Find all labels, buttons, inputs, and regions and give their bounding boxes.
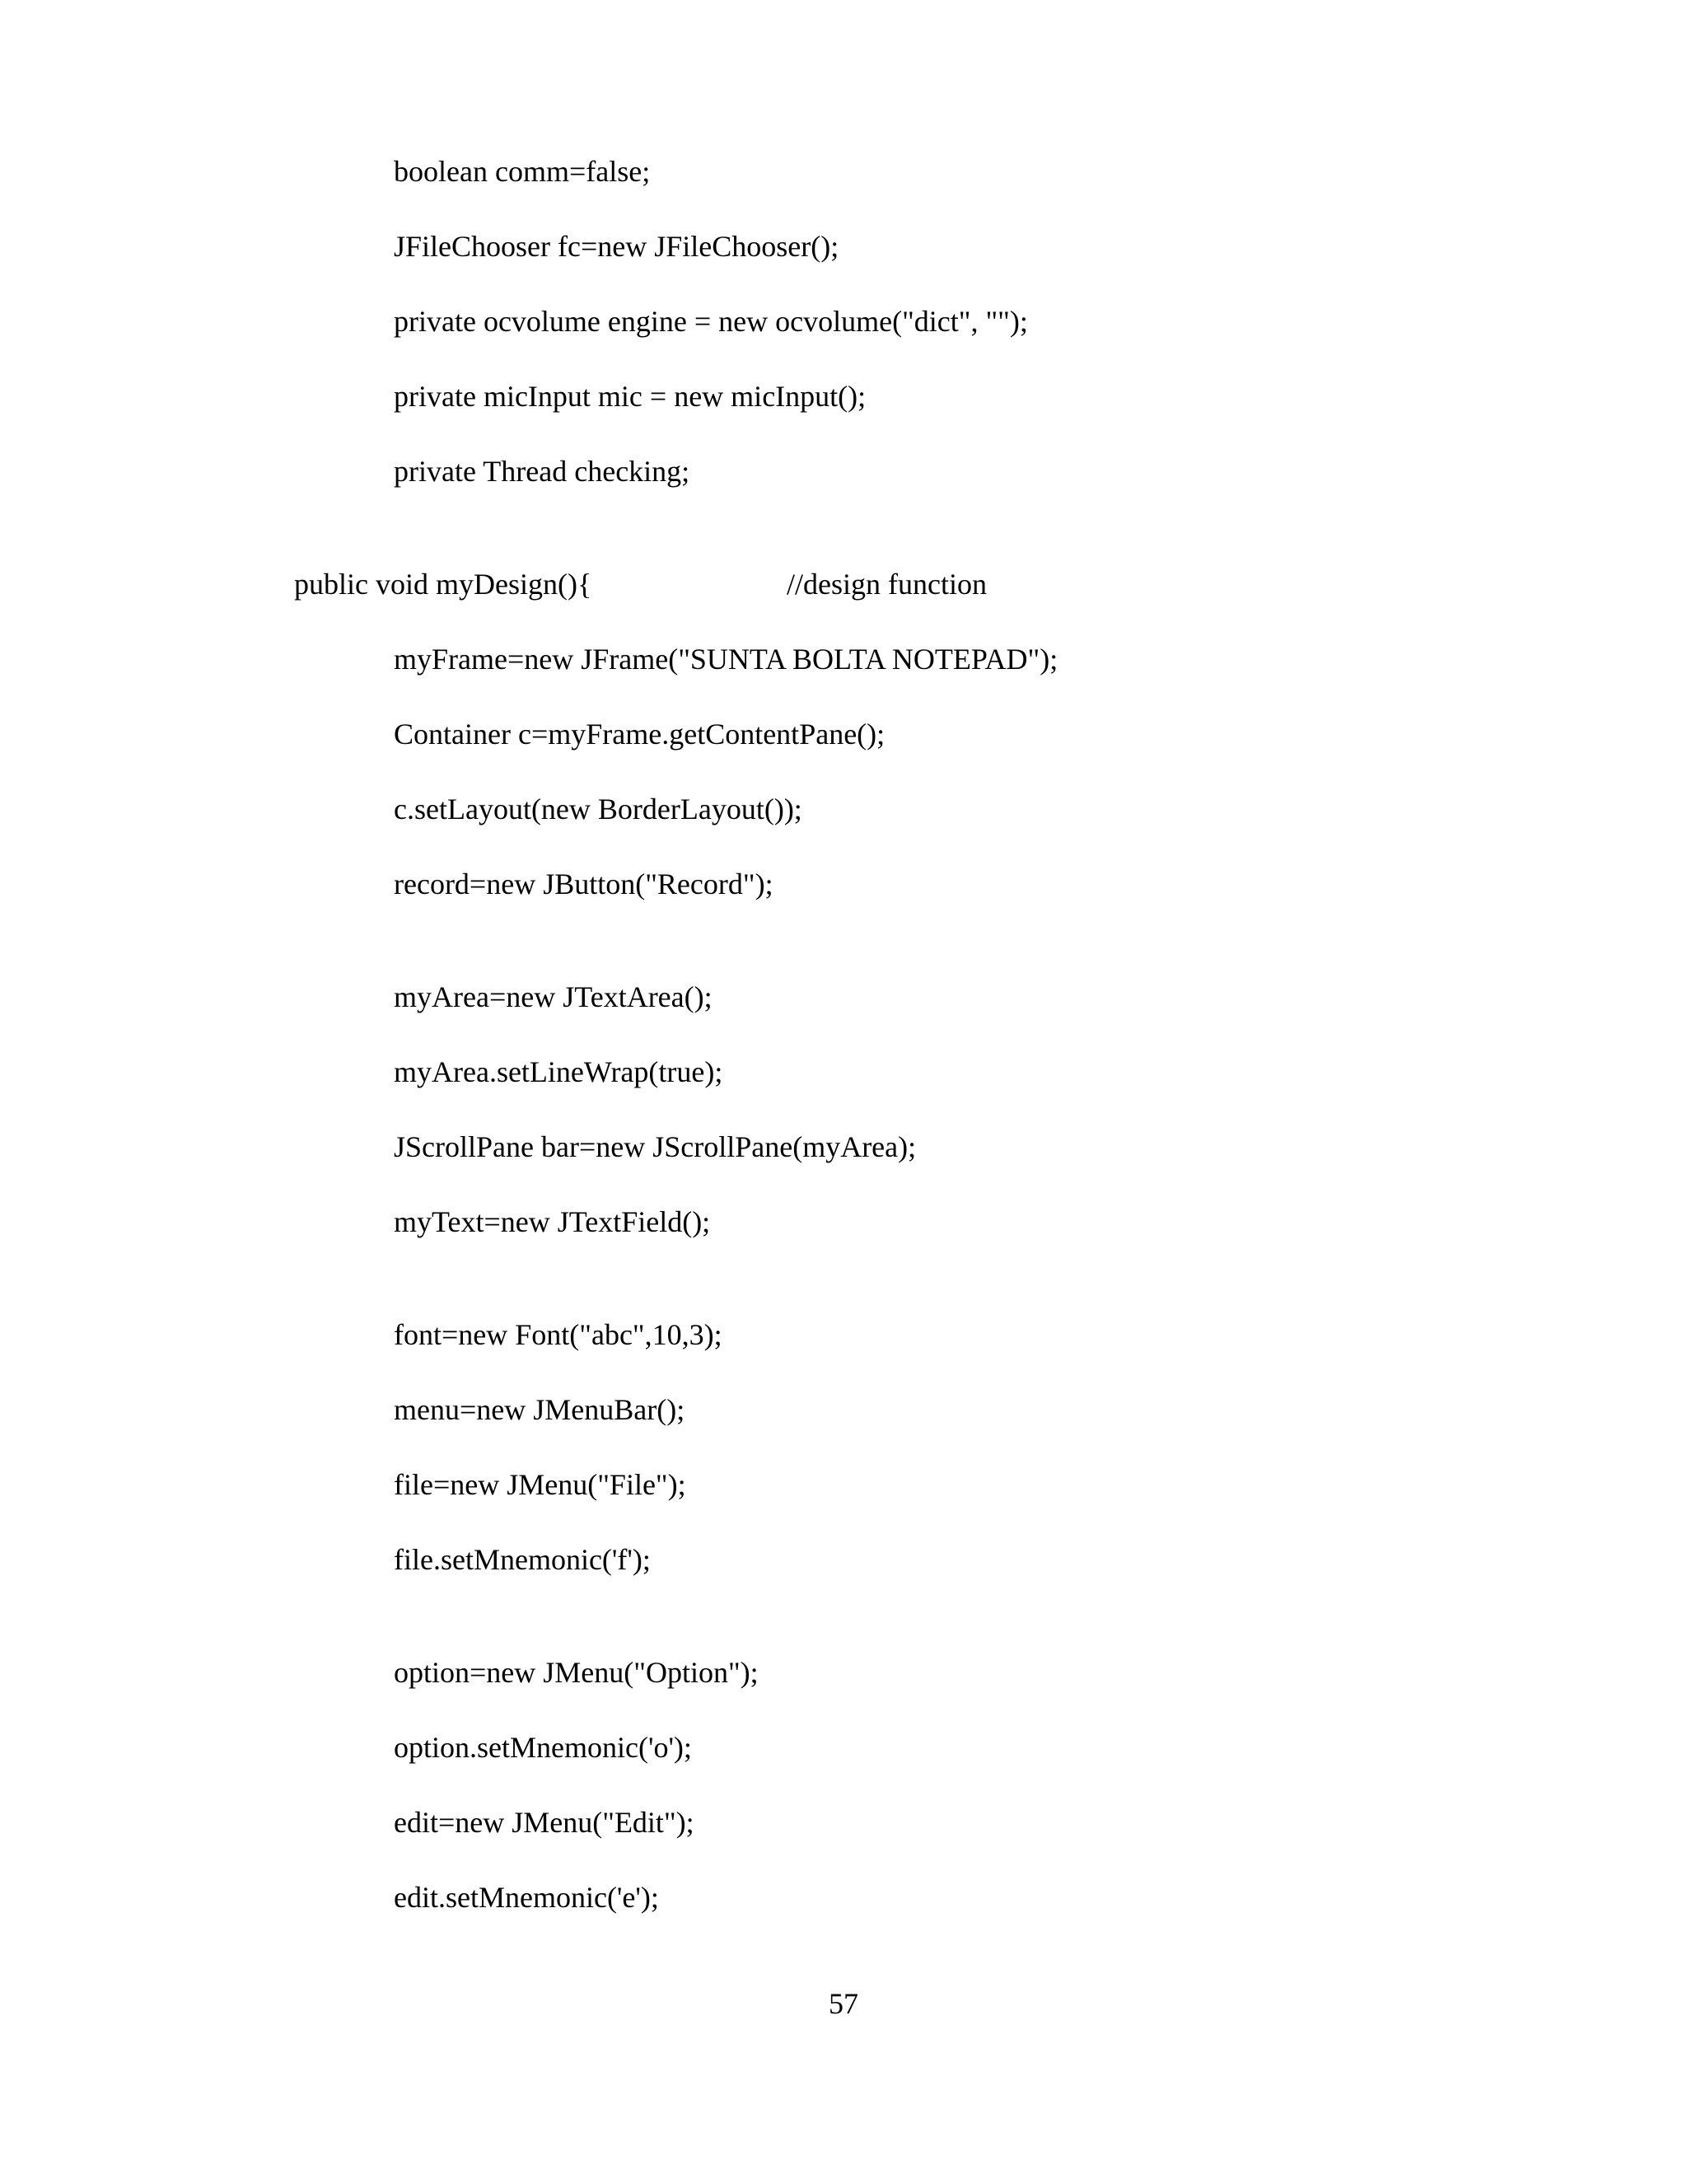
code-line: private Thread checking; xyxy=(394,455,690,488)
code-line: myArea=new JTextArea(); xyxy=(394,980,713,1013)
code-line: file.setMnemonic('f'); xyxy=(394,1543,651,1576)
code-line: record=new JButton("Record"); xyxy=(394,868,773,900)
code-line: edit=new JMenu("Edit"); xyxy=(394,1806,694,1839)
code-line: Container c=myFrame.getContentPane(); xyxy=(394,718,886,751)
code-line: private ocvolume engine = new ocvolume("dict", ""); xyxy=(394,305,1028,338)
code-line: file=new JMenu("File"); xyxy=(394,1468,686,1501)
code-line: private micInput mic = new micInput(); xyxy=(394,380,867,413)
code-line: myFrame=new JFrame("SUNTA BOLTA NOTEPAD"); xyxy=(394,643,1058,676)
code-line: boolean comm=false; xyxy=(394,155,651,188)
design-comment: //design function xyxy=(787,568,987,601)
page-number: 57 xyxy=(829,1987,858,2020)
method-declaration: public void myDesign(){ xyxy=(294,568,592,601)
code-line: myArea.setLineWrap(true); xyxy=(394,1055,723,1088)
code-line: c.setLayout(new BorderLayout()); xyxy=(394,793,802,825)
code-line: edit.setMnemonic('e'); xyxy=(394,1881,659,1914)
code-line: option=new JMenu("Option"); xyxy=(394,1656,759,1689)
code-line: myText=new JTextField(); xyxy=(394,1205,711,1238)
code-line: option.setMnemonic('o'); xyxy=(394,1731,692,1764)
code-line: menu=new JMenuBar(); xyxy=(394,1393,685,1426)
code-line: JScrollPane bar=new JScrollPane(myArea); xyxy=(394,1130,917,1163)
code-line: JFileChooser fc=new JFileChooser(); xyxy=(394,230,839,263)
code-line: font=new Font("abc",10,3); xyxy=(394,1318,722,1351)
